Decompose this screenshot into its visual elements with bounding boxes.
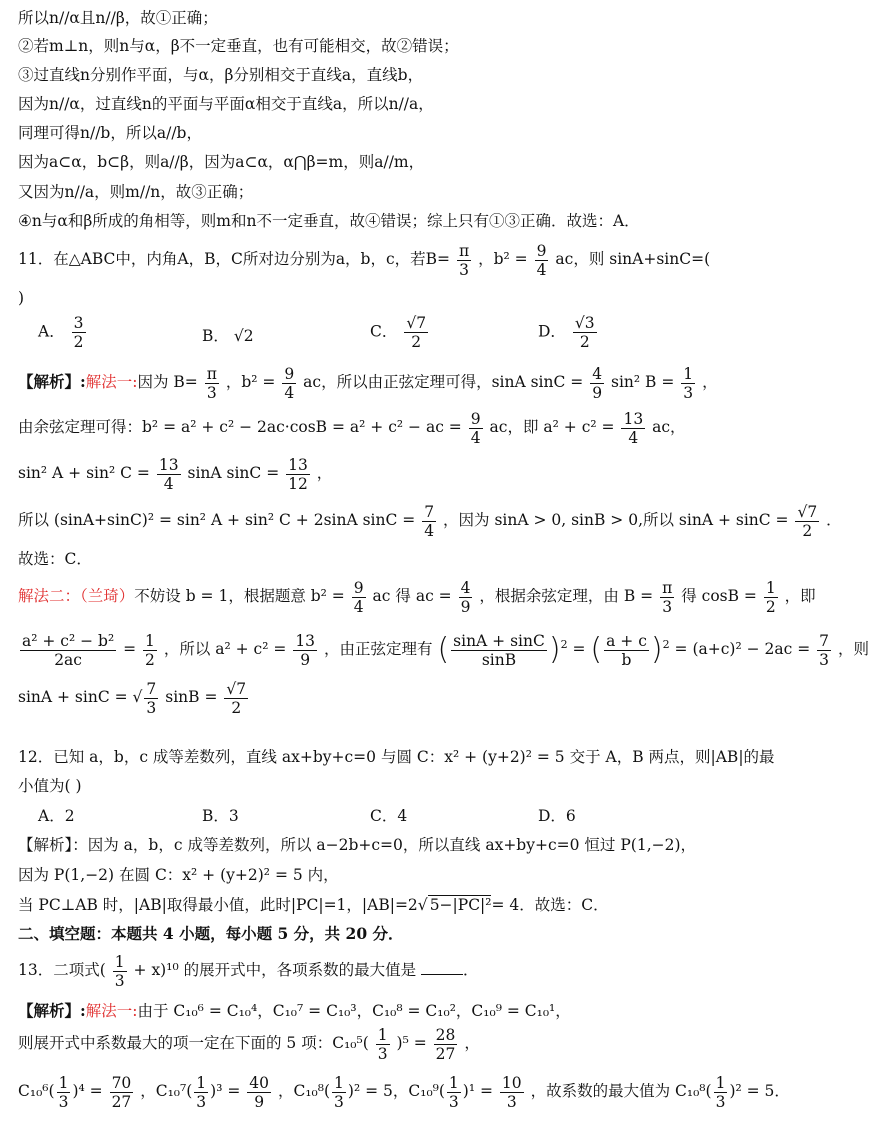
q11-text: ac，则 sinA+sinC=(: [555, 250, 711, 268]
text-line: 因为n//α，过直线n的平面与平面α相交于直线a，所以n//a，: [18, 95, 434, 113]
solution-12-line2: 因为 P(1,−2) 在圆 C：x² + (y+2)² = 5 内，: [18, 866, 339, 884]
q12-option-b: B．3: [202, 807, 239, 825]
question-13: 13．二项式( $\frac{1}{3}$ + x)¹⁰ 的展开式中，各项系数的最大值是 ．: [18, 952, 479, 990]
question-12: 12．已知 a，b，c 成等差数列，直线 ax+by+c=0 与圆 C：x² + (y+2)² = 5 交于 A，B 两点，则|AB|的最: [18, 748, 775, 766]
q11-option-d: D． $\frac{√3}{2}$: [538, 314, 595, 351]
solution-13-line1: 【解析】:解法一:由于 C₁₀⁶ = C₁₀⁴，C₁₀⁷ = C₁₀³，C₁₀⁸ = C₁₀²，C₁₀⁹ = C₁₀¹，: [18, 1001, 571, 1020]
q12-options: [0, 804, 828, 828]
text-line: ④n与α和β所成的角相等，则m和n不一定垂直，故④错误；综上只有①③正确．故选：A．: [18, 212, 640, 230]
solution-11-method2-line2: $\frac{\text{a² + c² − b²}}{2ac}$ = $\frac{1}{2}$ ，所以 a² + c² = $\frac{13}{9}$ ，由正弦定理有 ( $\frac{\sin A + \sin C}{\sin B}$ )$^2$ = ( $\frac{a + c}{b}$ )$^2$ = (a+c)² − 2ac = $\frac{7}{3}$ ，则: [22, 631, 869, 669]
text-line: ②若m⊥n，则n与α，β不一定垂直，也有可能相交，故②错误；: [18, 37, 459, 55]
q11-options: [0, 314, 828, 360]
q12-option-a: A．2: [38, 807, 75, 825]
q11-text: ，b² =: [478, 250, 528, 268]
solution-12-line1: 【解析】：因为 a，b，c 成等差数列，所以 a−2b+c=0，所以直线 ax+by+c=0 恒过 P(1,−2)，: [18, 836, 697, 854]
q12-option-d: D．6: [538, 807, 576, 825]
q11-option-c: C． $\frac{√7}{2}$: [370, 314, 427, 351]
solution-11-method2-line3: sinA + sinC = √ $\frac{7}{3}$ sinB = $\frac{√7}{2}$: [18, 679, 247, 717]
solution-13-line2: 则展开式中系数最大的项一定在下面的 5 项：C₁₀⁵( $\frac{1}{3}$ )⁵ = $\frac{28}{27}$ ，: [18, 1025, 480, 1063]
solution-11-line4: 所以 (sinA+sinC)² = sin² A + sin² C + 2sinA sinC = $\frac{7}{4}$ ，因为 sinA > 0, sinB > 0,所以 sinA + sinC = $\frac{√7}{2}$ ．: [18, 502, 842, 540]
text-line: 同理可得n//b，所以a//b，: [18, 124, 202, 142]
q11-text: 11．在△ABC中，内角A，B，C所对边分别为a，b，c，若B=: [18, 250, 451, 268]
solution-11-line3: sin² A + sin² C = $\frac{13}{4}$ sinA sinC = $\frac{13}{12}$ ，: [18, 455, 333, 493]
solution-11-line1: 【解析】:解法一:因为 B= $\frac{\pi}{3}$ ，b² = $\frac{9}{4}$ ac，所以由正弦定理可得，sinA sinC = $\frac{4}{9}$ sin² B = $\frac{1}{3}$ ，: [18, 364, 718, 402]
solution-11-answer: 故选：C．: [18, 550, 92, 568]
text-line: 因为a⊂α，b⊂β，则a//β，因为a⊂α，α⋂β=m，则a//m，: [18, 153, 425, 171]
q11-option-b: B． √2: [202, 327, 254, 345]
solution-11-method2-line1: 解法二：（兰琦）不妨设 b = 1，根据题意 b² = $\frac{9}{4}$ ac 得 ac = $\frac{4}{9}$ ，根据余弦定理，由 B = $\frac{\pi}{3}$ 得 cosB = $\frac{1}{2}$ ，即: [18, 578, 816, 616]
section-2-heading: 二、填空题：本题共 4 小题，每小题 5 分，共 20 分．: [18, 924, 404, 943]
q11-close-paren: ): [18, 289, 25, 307]
fraction-pi-over-3: $\frac{\pi}{3}$: [458, 241, 470, 279]
text-line: 又因为n//a，则m//n，故③正确；: [18, 183, 254, 201]
text-line: 所以n//α且n//β，故①正确；: [18, 9, 218, 27]
q11-option-a: A． $\frac{3}{2}$: [38, 314, 84, 351]
answer-blank[interactable]: [421, 960, 463, 975]
question-11: [18, 236, 814, 282]
q12-option-c: C．4: [370, 807, 408, 825]
fraction-9-over-4: $\frac{9}{4}$: [536, 241, 547, 279]
solution-13-line3: C₁₀⁶( $\frac{1}{3}$ )⁴ = $\frac{70}{27}$ ，C₁₀⁷( $\frac{1}{3}$ )³ = $\frac{40}{9}$ ，C₁₀⁸( $\frac{1}{3}$ )² = 5，C₁₀⁹( $\frac{1}{3}$ )¹ = $\frac{10}{3}$ ，故系数的最大值为 C₁₀⁸( $\frac{1}{3}$ )² = 5．: [18, 1073, 790, 1111]
solution-12-line3: 当 PC⊥AB 时，|AB|取得最小值，此时|PC|=1，|AB|=2√ 5−|PC|²= 4．故选：C．: [18, 896, 609, 914]
question-12-cont: 小值为( ): [18, 777, 82, 795]
solution-11-line2: 由余弦定理可得：b² = a² + c² − 2ac·cosB = a² + c² − ac = $\frac{9}{4}$ ac，即 a² + c² = $\frac{13}{4}$ ac，: [18, 409, 686, 447]
text-line: ③过直线n分别作平面，与α，β分别相交于直线a，直线b，: [18, 66, 424, 84]
